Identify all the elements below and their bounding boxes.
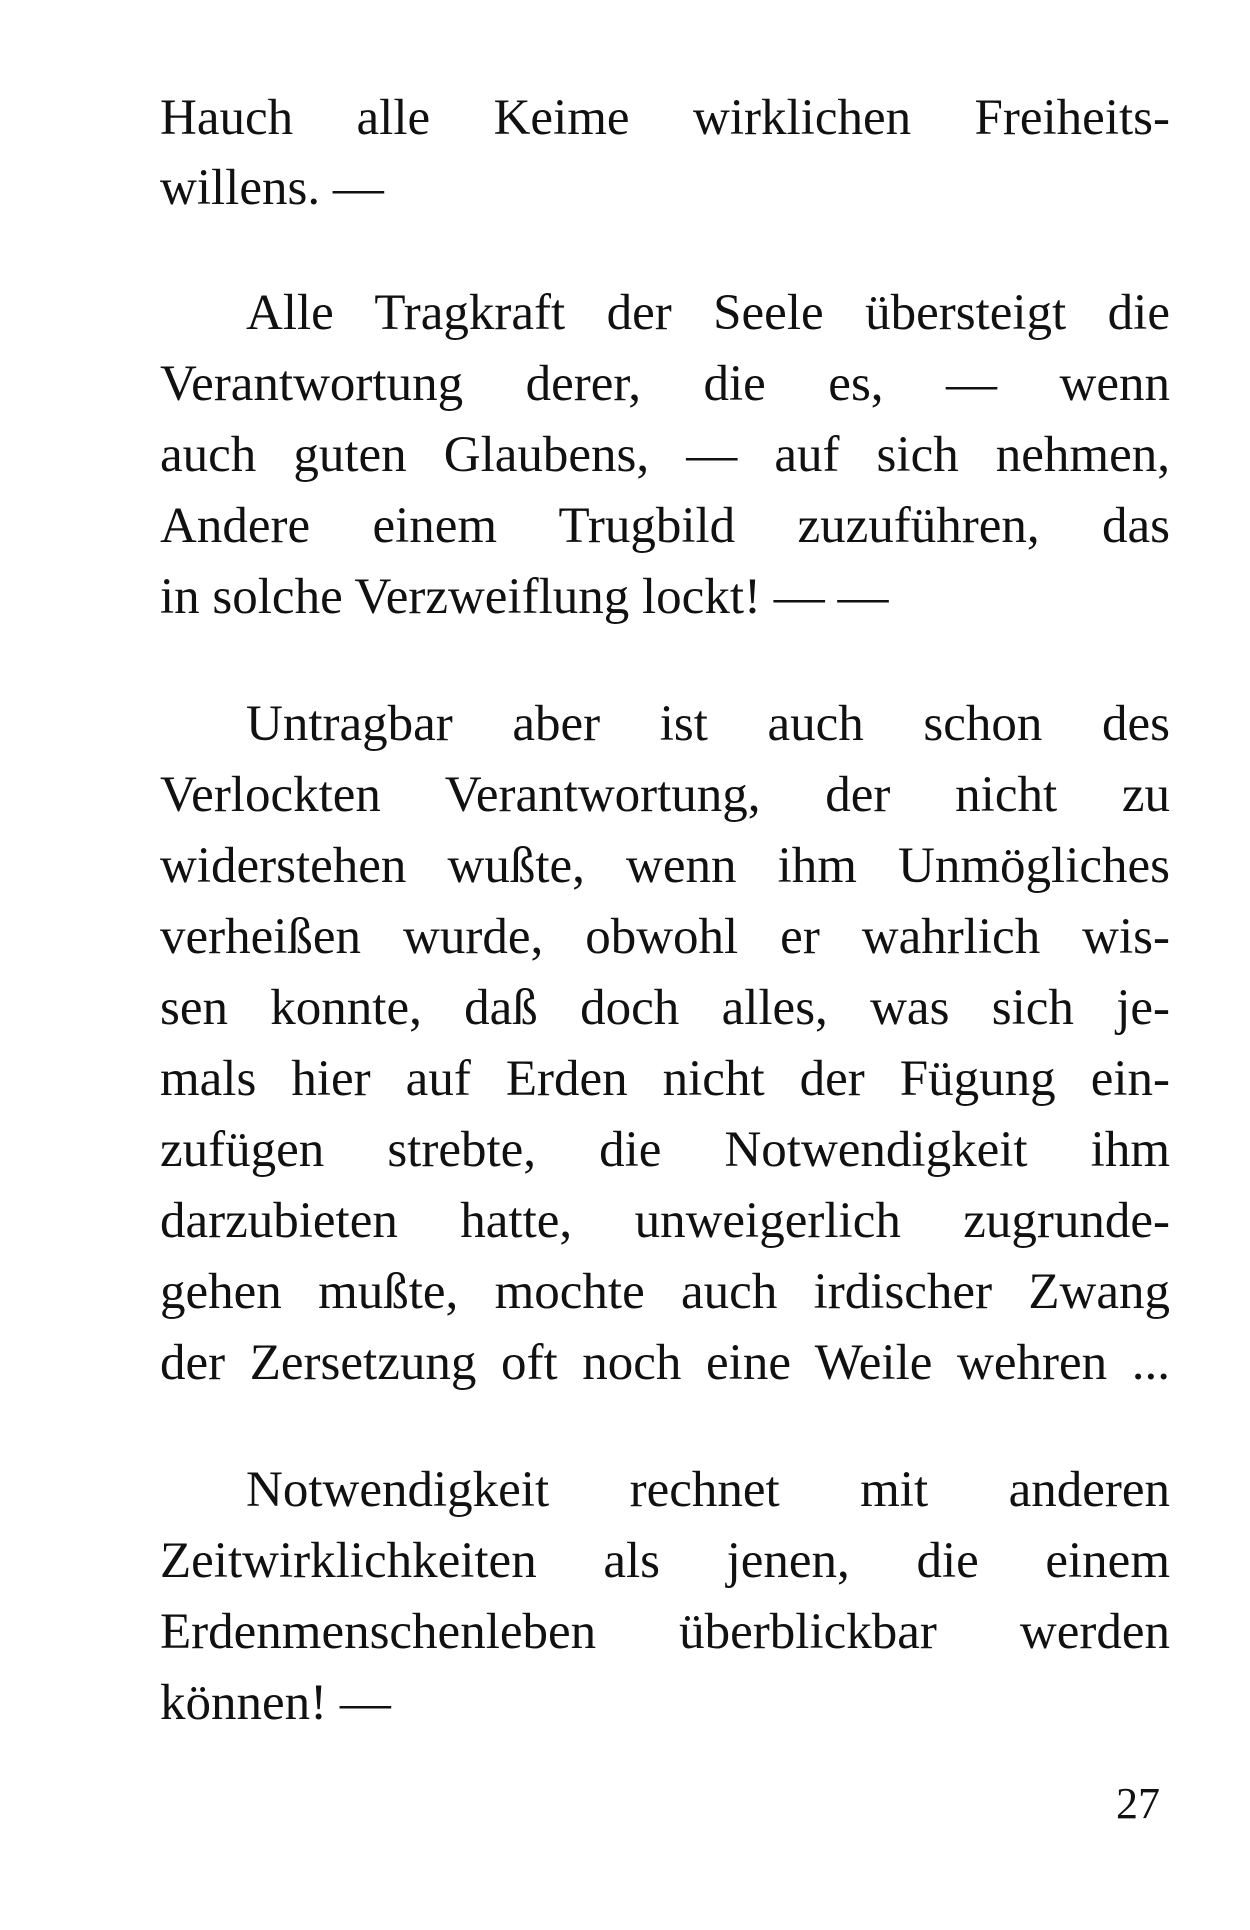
text-line: Notwendigkeit rechnet mit anderen: [246, 1462, 1170, 1518]
text-line: Hauch alle Keime wirklichen Freiheits-: [160, 90, 1170, 146]
text-line: Untragbar aber ist auch schon des: [246, 696, 1170, 752]
text-line: der Zersetzung oft noch eine Weile wehren ...: [160, 1335, 1170, 1391]
text-line: zufügen strebte, die Notwendigkeit ihm: [160, 1122, 1170, 1178]
text-line: gehen mußte, mochte auch irdischer Zwang: [160, 1264, 1170, 1320]
text-line: verheißen wurde, obwohl er wahrlich wis-: [160, 909, 1170, 965]
text-line: widerstehen wußte, wenn ihm Unmögliches: [160, 838, 1170, 894]
text-line: Erdenmenschenleben überblickbar werden: [160, 1604, 1170, 1660]
text-line: auch guten Glaubens, — auf sich nehmen,: [160, 427, 1170, 483]
text-line: Verantwortung derer, die es, — wenn: [160, 356, 1170, 412]
text-line: Verlockten Verantwortung, der nicht zu: [160, 767, 1170, 823]
text-line: Alle Tragkraft der Seele übersteigt die: [246, 285, 1170, 341]
text-line: Andere einem Trugbild zuzuführen, das: [160, 498, 1170, 554]
text-line: darzubieten hatte, unweigerlich zugrunde-: [160, 1193, 1170, 1249]
text-line: können! —: [160, 1675, 391, 1731]
text-line: Zeitwirklichkeiten als jenen, die einem: [160, 1533, 1170, 1589]
text-line: in solche Verzweiflung lockt! — —: [160, 569, 889, 625]
page-number: 27: [1116, 1779, 1160, 1828]
text-line: sen konnte, daß doch alles, was sich je-: [160, 980, 1170, 1036]
text-line: mals hier auf Erden nicht der Fügung ein-: [160, 1051, 1170, 1107]
text-line: willens. —: [160, 160, 384, 216]
